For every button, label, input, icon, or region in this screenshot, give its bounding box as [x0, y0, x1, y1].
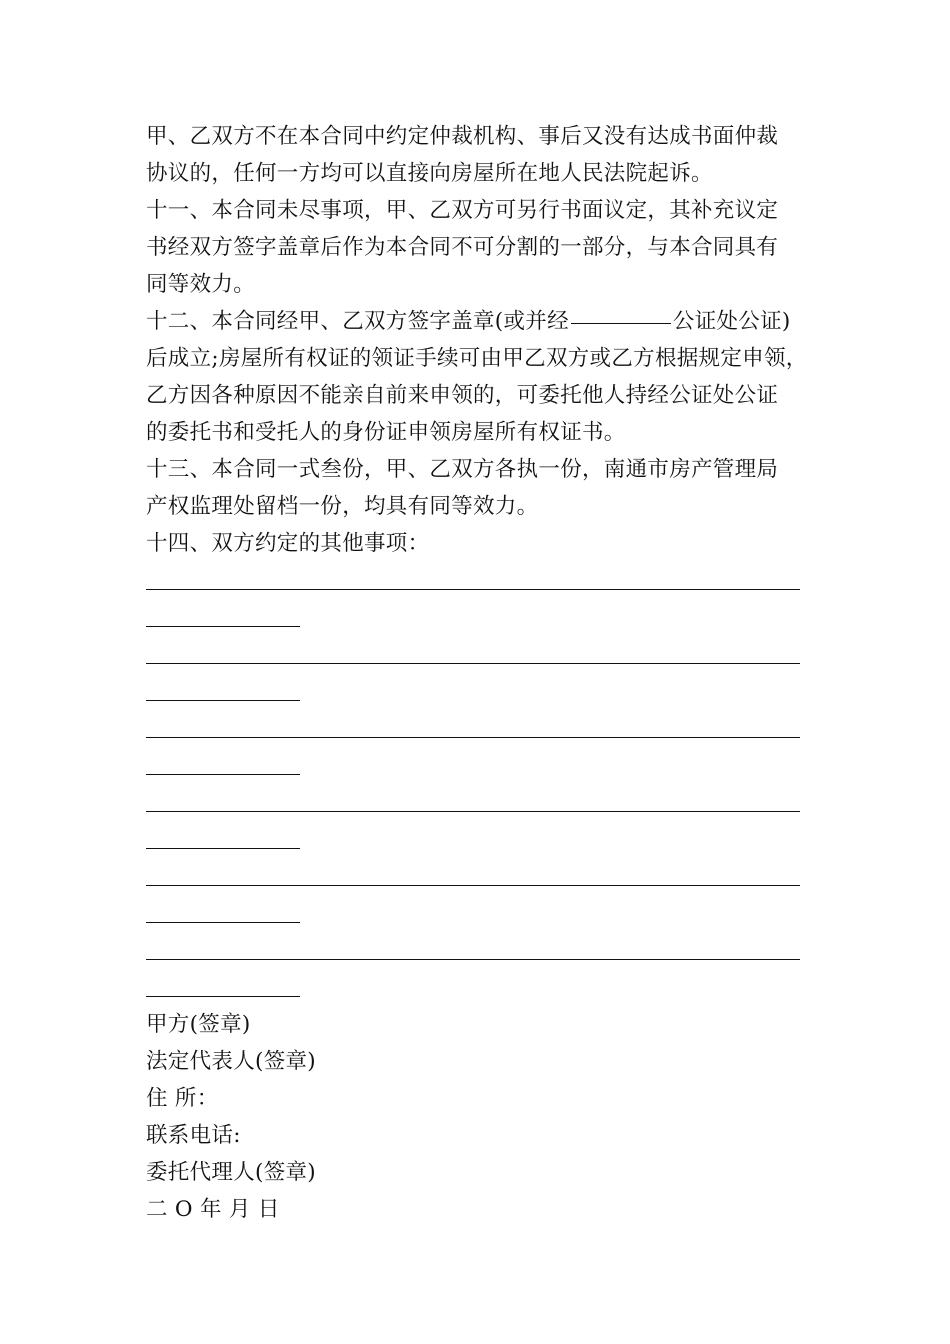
blank-line-short: [146, 848, 300, 849]
blank-line-short: [146, 626, 300, 627]
clause-12-line: [146, 303, 806, 340]
blank-line-long: [146, 959, 800, 960]
notary-blank: [571, 322, 671, 324]
blank-line-short: [146, 774, 300, 775]
clause-12-text-end: 公证处公证): [672, 309, 791, 334]
blank-line-short: [146, 996, 300, 997]
clause-11-line: 十一、本合同未尽事项，甲、乙双方可另行书面议定，其补充议定: [146, 198, 779, 223]
blank-line-long: [146, 737, 800, 738]
clause-12-text: 十二、本合同经甲、乙双方签字盖章(或并经: [146, 309, 569, 334]
legal-rep-signature: 法定代表人(签章): [146, 1049, 316, 1074]
clause-12-line: 的委托书和受托人的身份证申领房屋所有权证书。: [146, 420, 626, 445]
agent-signature: 委托代理人(签章): [146, 1160, 316, 1185]
blank-line-long: [146, 811, 800, 812]
clause-13-line: 产权监理处留档一份，均具有同等效力。: [146, 494, 539, 519]
paragraph-line: 甲、乙双方不在本合同中约定仲裁机构、事后又没有达成书面仲裁: [146, 124, 779, 149]
blank-line-long: [146, 885, 800, 886]
clause-12-line: 乙方因各种原因不能亲自前来申领的，可委托他人持经公证处公证: [146, 383, 779, 408]
blank-line-long: [146, 589, 800, 590]
address-label: 住 所：: [146, 1086, 219, 1111]
document-body: [146, 118, 806, 1228]
blank-line-short: [146, 700, 300, 701]
blank-line-short: [146, 922, 300, 923]
phone-label: 联系电话:: [146, 1123, 241, 1148]
clause-11-line: 书经双方签字盖章后作为本合同不可分割的一部分，与本合同具有: [146, 235, 779, 260]
blank-line-long: [146, 663, 800, 664]
other-matters-blanks: [146, 562, 806, 1006]
party-a-signature: 甲方(签章): [146, 1012, 251, 1037]
clause-13-line: 十三、本合同一式叁份，甲、乙双方各执一份，南通市房产管理局: [146, 457, 779, 482]
clause-11-line: 同等效力。: [146, 272, 256, 297]
date-line: 二 O 年 月 日: [146, 1197, 280, 1222]
clause-14-title: 十四、双方约定的其他事项：: [146, 531, 430, 556]
paragraph-line: 协议的，任何一方均可以直接向房屋所在地人民法院起诉。: [146, 161, 713, 186]
clause-12-line: 后成立;房屋所有权证的领证手续可由甲乙双方或乙方根据规定申领，: [146, 346, 808, 371]
